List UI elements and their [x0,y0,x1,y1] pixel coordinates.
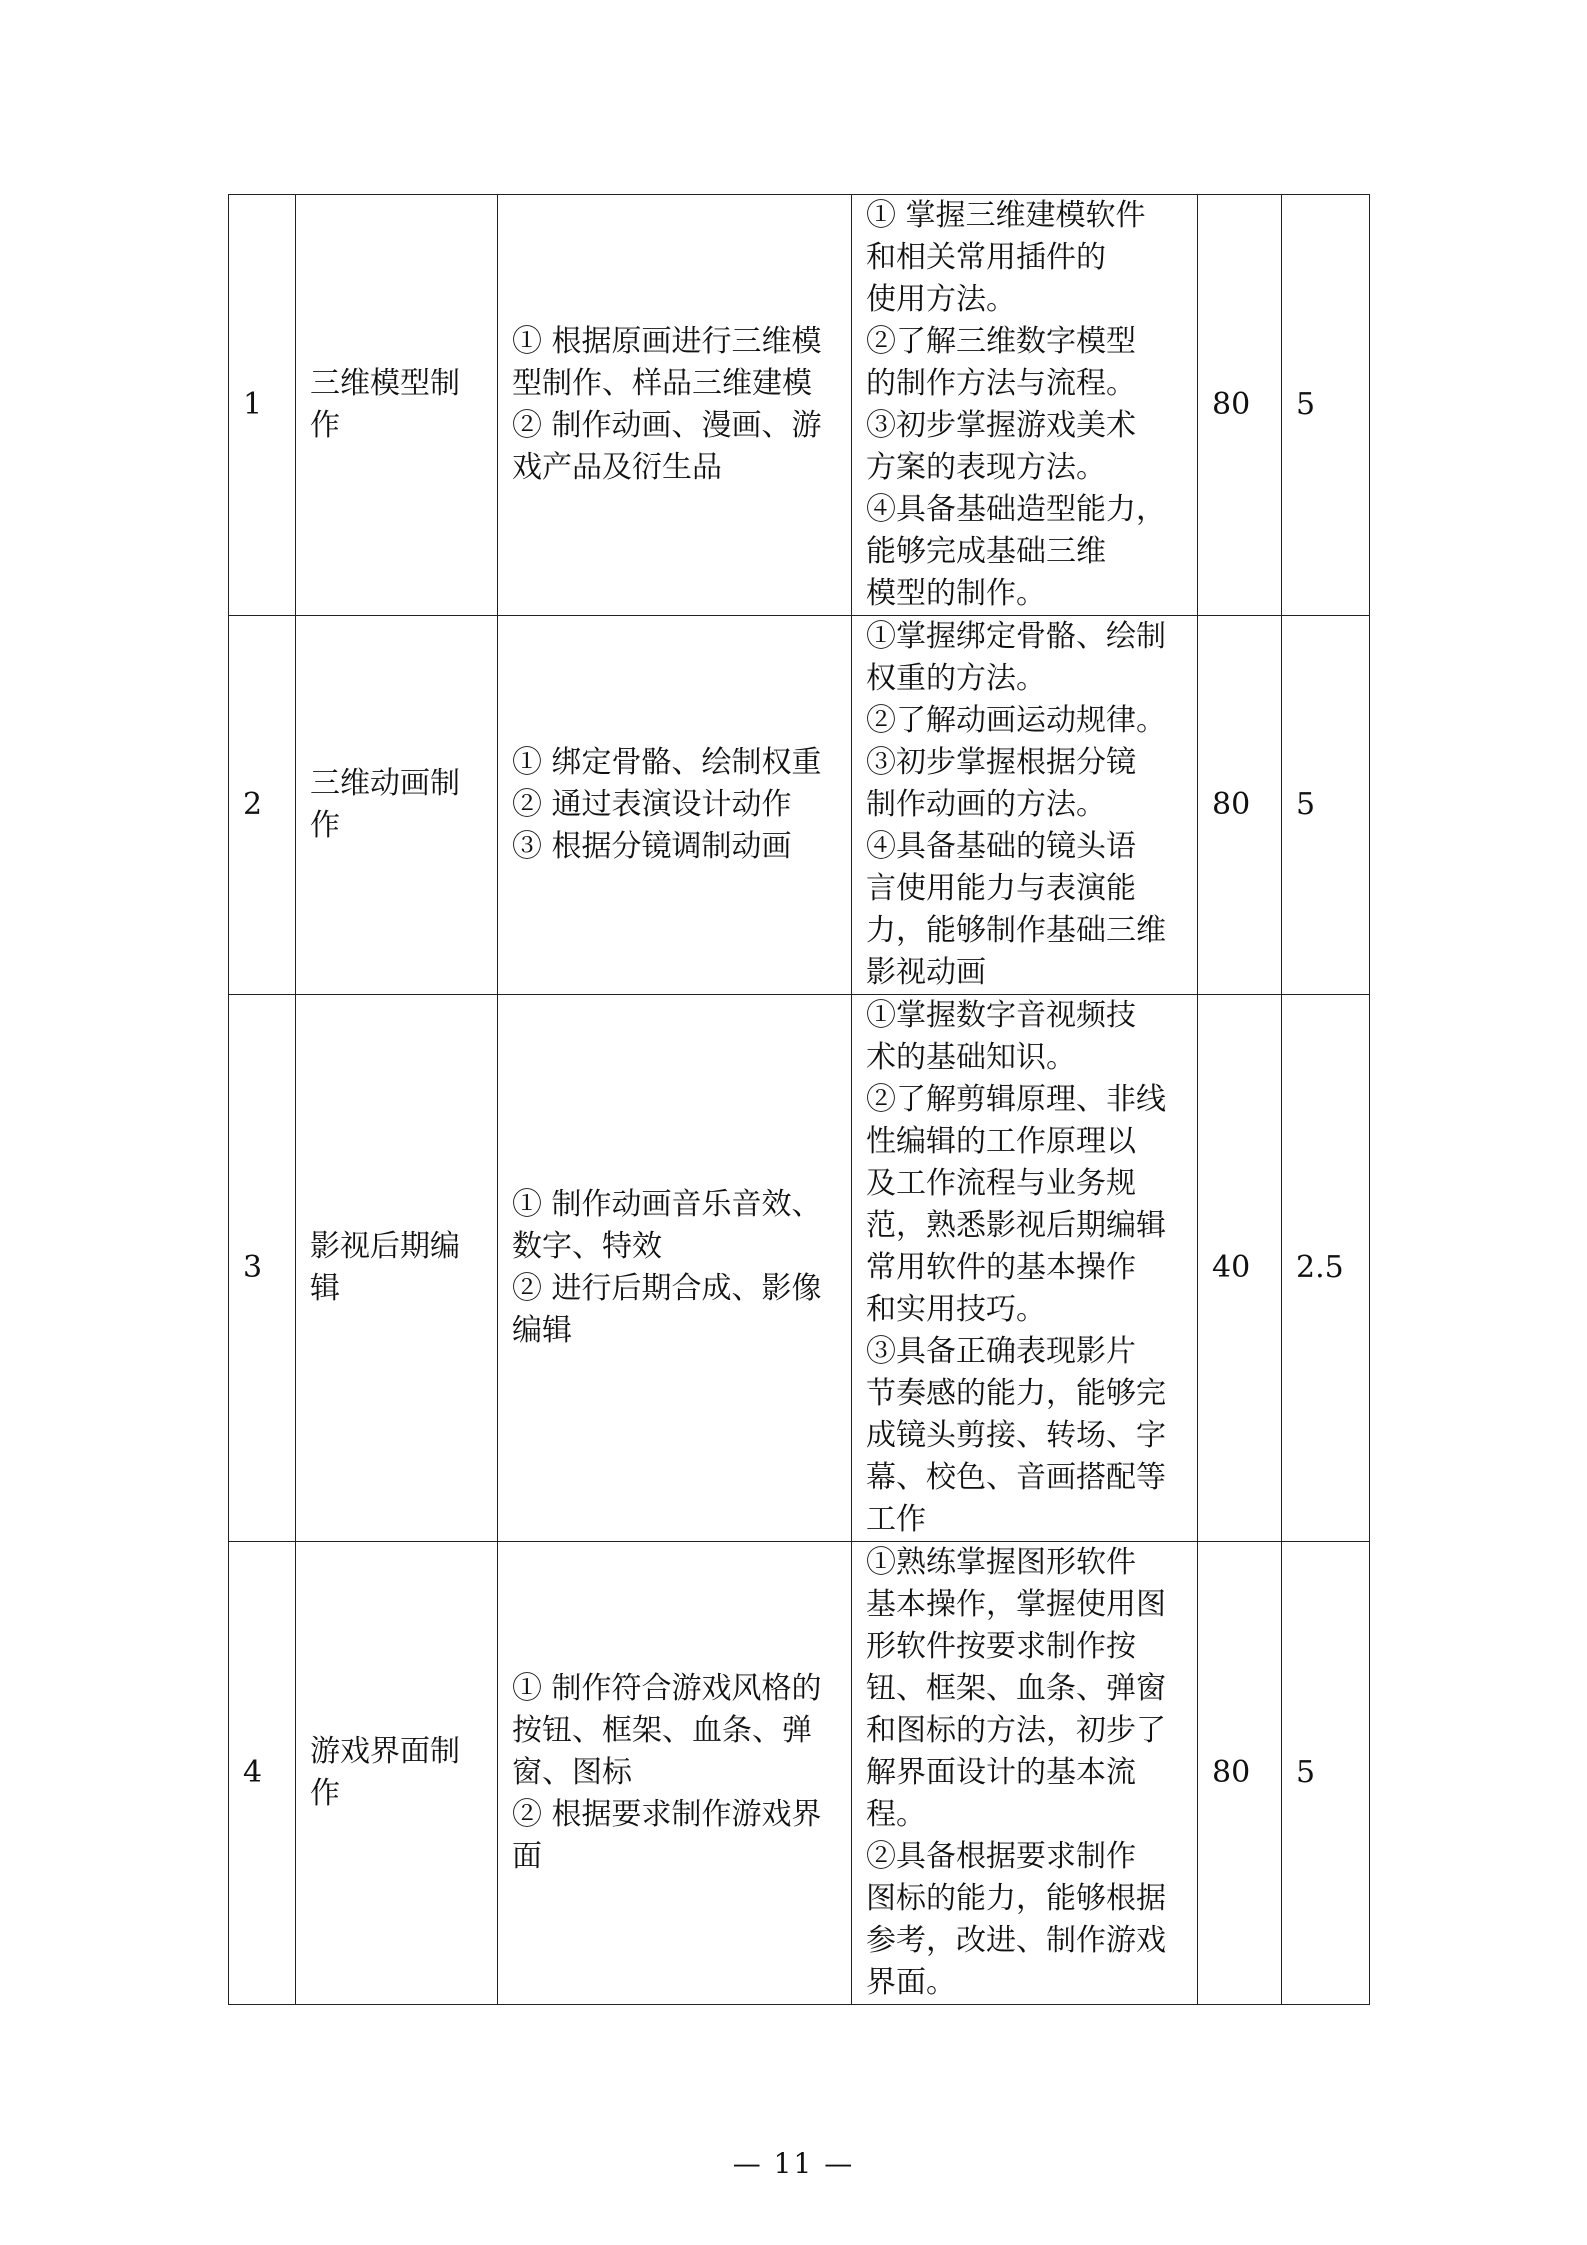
credits: 2.5 [1282,995,1370,1542]
requirement-line: 及工作流程与业务规 [866,1166,1136,1201]
requirement-line: ①掌握数字音视频技 [866,998,1136,1033]
requirement-line: 的制作方法与流程。 [866,366,1136,401]
task-line: ① 绑定骨骼、绘制权重 [512,745,822,780]
requirement-line: 范，熟悉影视后期编辑 [866,1208,1166,1243]
requirements [852,616,1198,995]
task-line: ① 制作动画音乐音效、数字、特效 [512,1187,822,1264]
requirement-line: ①熟练掌握图形软件 [866,1545,1136,1580]
requirement-line: ③初步掌握游戏美术 [866,408,1136,443]
requirement-line: 能够完成基础三维 [866,534,1106,569]
requirement-line: 性编辑的工作原理以 [866,1124,1136,1159]
requirement-line: ②了解三维数字模型 [866,324,1136,359]
credits: 5 [1282,616,1370,995]
row-number: 4 [229,1542,296,2005]
task-line: ② 根据要求制作游戏界面 [512,1797,822,1874]
requirement-line: 形软件按要求制作按 [866,1629,1136,1664]
work-tasks [498,616,852,995]
task-line: ② 通过表演设计动作 [512,787,792,822]
requirement-line: 制作动画的方法。 [866,787,1106,822]
requirement-line: 参考，改进、制作游戏 [866,1923,1166,1958]
course-name: 游戏界面制作 [296,1542,498,2005]
requirements [852,995,1198,1542]
row-number: 3 [229,995,296,1542]
table-row [229,616,1370,995]
work-tasks [498,195,852,616]
requirement-line: ②了解剪辑原理、非线 [866,1082,1166,1117]
requirement-line: 程。 [866,1797,926,1832]
row-number: 2 [229,616,296,995]
requirement-line: 模型的制作。 [866,576,1046,611]
requirement-line: 常用软件的基本操作 [866,1250,1136,1285]
requirement-line: 工作 [866,1502,926,1537]
requirement-line: ④具备基础的镜头语 [866,829,1136,864]
requirement-line: 使用方法。 [866,282,1016,317]
work-tasks [498,1542,852,2005]
requirement-line: 节奏感的能力，能够完 [866,1376,1166,1411]
course-name: 三维动画制作 [296,616,498,995]
hours: 80 [1198,195,1282,616]
hours: 80 [1198,616,1282,995]
requirement-line: 力，能够制作基础三维 [866,913,1166,948]
requirement-line: 界面。 [866,1965,956,2000]
task-line: ① 制作符合游戏风格的按钮、框架、血条、弹窗、图标 [512,1671,822,1790]
requirement-line: 方案的表现方法。 [866,450,1106,485]
task-line: ① 根据原画进行三维模型制作、样品三维建模 [512,324,822,401]
task-line: ③ 根据分镜调制动画 [512,829,792,864]
credits: 5 [1282,1542,1370,2005]
requirement-line: 影视动画 [866,955,986,990]
page-number: — 11 — [732,2147,855,2180]
requirements [852,1542,1198,2005]
task-line: ② 进行后期合成、影像编辑 [512,1271,822,1348]
requirement-line: ③初步掌握根据分镜 [866,745,1136,780]
work-tasks [498,995,852,1542]
task-line: ② 制作动画、漫画、游戏产品及衍生品 [512,408,822,485]
requirement-line: 基本操作，掌握使用图 [866,1587,1166,1622]
requirement-line: 图标的能力，能够根据 [866,1881,1166,1916]
course-name: 影视后期编辑 [296,995,498,1542]
row-number: 1 [229,195,296,616]
requirement-line: 术的基础知识。 [866,1040,1076,1075]
requirement-line: 言使用能力与表演能 [866,871,1136,906]
course-table-body [229,195,1370,2005]
hours: 40 [1198,995,1282,1542]
table-row [229,195,1370,616]
requirement-line: ②了解动画运动规律。 [866,703,1166,738]
requirement-line: 成镜头剪接、转场、字 [866,1418,1166,1453]
requirement-line: 解界面设计的基本流 [866,1755,1136,1790]
table-row [229,995,1370,1542]
requirement-line: ③具备正确表现影片 [866,1334,1136,1369]
course-table [228,194,1370,2005]
hours: 80 [1198,1542,1282,2005]
requirement-line: 幕、校色、音画搭配等 [866,1460,1166,1495]
table-row [229,1542,1370,2005]
credits: 5 [1282,195,1370,616]
course-name: 三维模型制作 [296,195,498,616]
requirements [852,195,1198,616]
requirement-line: 钮、框架、血条、弹窗 [866,1671,1166,1706]
requirement-line: ②具备根据要求制作 [866,1839,1136,1874]
requirement-line: 和实用技巧。 [866,1292,1046,1327]
requirement-line: 权重的方法。 [866,661,1046,696]
requirement-line: ① 掌握三维建模软件 [866,198,1146,233]
requirement-line: ①掌握绑定骨骼、绘制 [866,619,1166,654]
requirement-line: 和图标的方法，初步了 [866,1713,1166,1748]
requirement-line: 和相关常用插件的 [866,240,1106,275]
requirement-line: ④具备基础造型能力， [866,492,1166,527]
